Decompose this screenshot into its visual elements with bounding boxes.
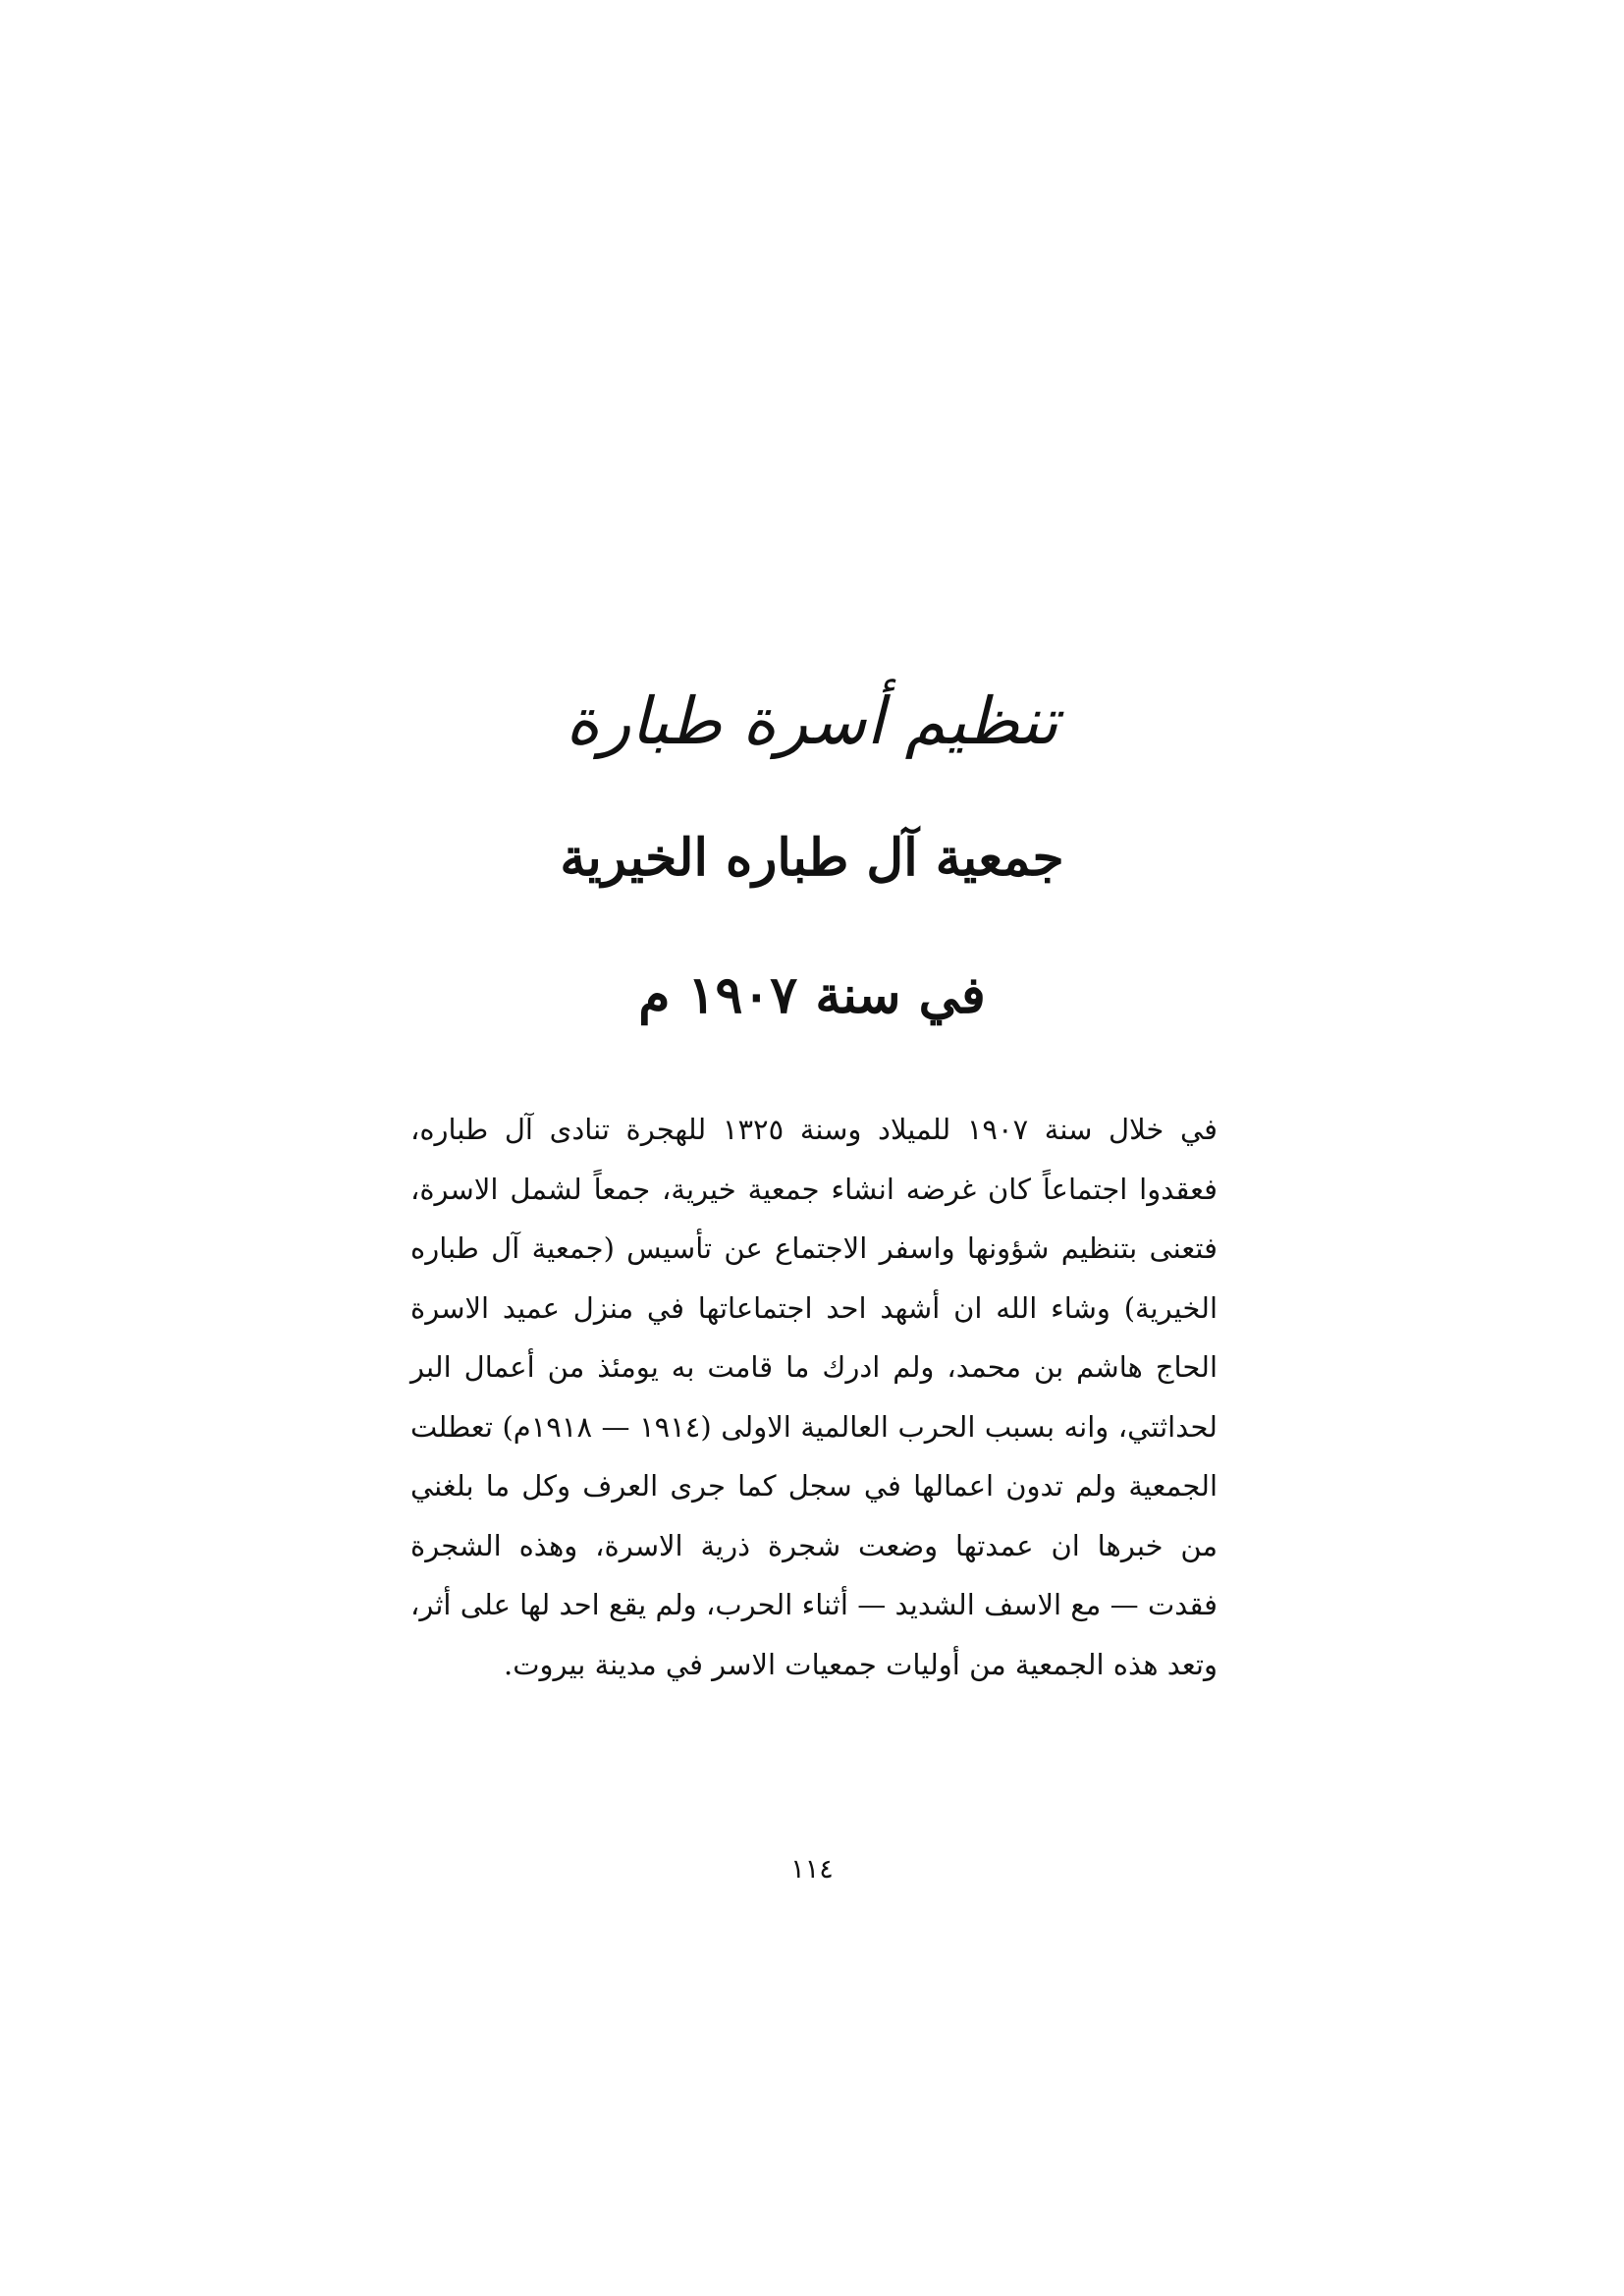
year-heading: في سنة ١٩٠٧ م (638, 965, 986, 1026)
page-number: ١١٤ (790, 1854, 834, 1885)
body-paragraph: في خلال سنة ١٩٠٧ للميلاد وسنة ١٣٢٥ للهجرة تنادى آل طباره، فعقدوا اجتماعاً كان غرضه انشاء جمعية خيرية، جمعاً لشمل الاسرة، فتعنى بتنظيم شؤونها واسفر الاجتماع عن تأسيس (جمعية آل طباره الخيرية) وشاء الله ان أشهد احد اجتماعاتها في منزل عميد الاسرة الحاج هاشم بن محمد، ولم ادرك ما قامت به يومئذ من أعمال البر لحداثتي، وانه بسبب الحرب العالمية الاولى (١٩١٤ — ١٩١٨م) تعطلت الجمعية ولم تدون اعمالها في سجل كما جرى العرف وكل ما بلغني من خبرها ان عمدتها وضعت شجرة ذرية الاسرة، وهذه الشجرة فقدت — مع الاسف الشديد — أثناء الحرب، ولم يقع احد لها على أثر، وتعد هذه الجمعية من أوليات جمعيات الاسر في مدينة بيروت. (410, 1113, 1218, 1681)
page-title: تنظيم أسرة طبارة (566, 683, 1058, 760)
page-subtitle: جمعية آل طباره الخيرية (560, 828, 1064, 889)
